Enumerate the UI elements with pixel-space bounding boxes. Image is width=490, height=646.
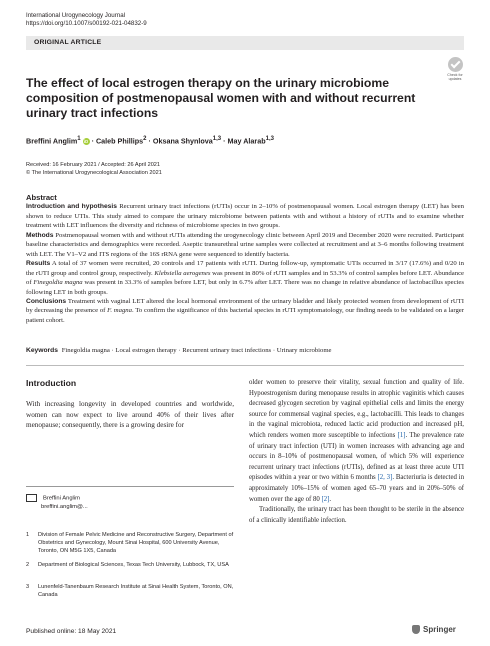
species-name: Finegoldia magna bbox=[33, 279, 83, 287]
intro-text: . Bacteriuria is detected in approximately 10%–15% of women aged 65–70 years and in 20%–50% of women over the age of 80 bbox=[249, 474, 464, 503]
envelope-icon bbox=[26, 494, 37, 502]
author-name[interactable]: Caleb Phillips bbox=[95, 136, 144, 146]
abstract-methods-text: Postmenopausal women with and without rUTIs attending the urogynecology clinic between April 2019 and December 2020 were recruited. Participant baseline characteristics and demographics were recorded. Aseptic transurethral urine samples were collected at recruitment and at 3–6 months following treatment with LET. The V1–V2 and ITS regions of the 16S rRNA gene were sequenced to identify bacteria. bbox=[26, 231, 464, 258]
check-for-updates-badge[interactable] bbox=[444, 57, 466, 83]
abstract-results-text: was present in 80% of rUTI samples and in 53.3% of control samples before LET. Abundance of bbox=[26, 269, 465, 287]
citation-link[interactable]: [2, 3] bbox=[377, 474, 393, 482]
affiliation-number: 3 bbox=[26, 584, 30, 590]
affiliation-item bbox=[26, 584, 234, 600]
abstract-results bbox=[26, 259, 464, 297]
publication-dates bbox=[26, 161, 162, 177]
affiliation-number: 2 bbox=[26, 562, 30, 568]
correspondence-email[interactable]: breffini.anglim@... bbox=[41, 503, 88, 510]
affiliation-text: Division of Female Pelvic Medicine and Reconstructive Surgery, Department of Obstetrics and Gynecology, Mount Sinai Hospital, 600 University Avenue, Toronto, ON M5G 1X5, Canada bbox=[38, 532, 234, 554]
publisher-logo bbox=[412, 625, 456, 634]
abstract-results-text: A total of 37 women were recruited, 20 controls and 17 patients with rUTI. During follow-up, symptomatic UTIs occurred in 3/17 (17.6%) and 0/20 in the rUTI group and control group, respectively. bbox=[26, 260, 464, 277]
author-affiliation-ref: 1,3 bbox=[265, 136, 274, 142]
intro-paragraph: Traditionally, the urinary tract has been thought to be sterile in the absence of a clinically identifiable infection. bbox=[249, 506, 464, 524]
author-name[interactable]: May Alarab bbox=[227, 136, 266, 146]
abstract-intro-text: Recurrent urinary tract infections (rUTIs) occur in 2–10% of postmenopausal women. Local estrogen therapy (LET) has been shown to reduce UTIs. This study aimed to compare the urinary microbiome between patients with and without a history of rUTIs and to examine whether treatment with LET influences the diversity and richness of microbiome species in two groups. bbox=[26, 203, 464, 230]
abstract-methods bbox=[26, 231, 464, 259]
affiliation-item bbox=[26, 562, 234, 570]
article-type-label: ORIGINAL ARTICLE bbox=[34, 39, 102, 46]
abstract-introduction bbox=[26, 202, 464, 230]
correspondence-name: Breffini Anglim bbox=[43, 495, 80, 502]
springer-horse-icon bbox=[412, 625, 420, 634]
intro-text: . bbox=[329, 495, 332, 503]
citation-link[interactable]: [2] bbox=[321, 495, 330, 503]
abstract-conclusions bbox=[26, 297, 464, 325]
abstract-conclusions-text: . To confirm the significance of this bacterial species in rUTI symptomatology, our finding needs to be validated on a larger patient cohort. bbox=[26, 307, 464, 324]
abstract-results-label: Results bbox=[26, 260, 51, 268]
affiliation-number: 1 bbox=[26, 532, 30, 538]
intro-text: . The prevalence rate of urinary tract infection (UTI) in women increases with advancing age and occurs in 8–10% of postmenopausal women, of which 5% will experience recurrent urinary tract infections (rUTIs), defined as at least three acute UTI episodes within a year or two within 6 months bbox=[249, 431, 464, 482]
abstract-heading: Abstract bbox=[26, 193, 57, 202]
species-name: Klebsiella aerogenes bbox=[154, 269, 211, 277]
author-name[interactable]: Oksana Shynlova bbox=[152, 136, 213, 146]
copyright-notice: © The International Urogynecological Association 2021 bbox=[26, 170, 162, 176]
affiliation-item bbox=[26, 532, 234, 555]
introduction-left-column: With increasing longevity in developed countries and worldwide, women can now expect to live around 40% of their lives after menopause; consequently, there is a growing desire for bbox=[26, 400, 234, 429]
publisher-name: Springer bbox=[423, 625, 456, 634]
abstract-section bbox=[26, 193, 464, 325]
species-name: F. magna bbox=[107, 307, 132, 315]
keywords-label: Keywords bbox=[26, 347, 58, 354]
article-type-bar bbox=[26, 36, 464, 50]
footnote-divider bbox=[26, 486, 234, 487]
introduction-right-column bbox=[249, 378, 464, 526]
journal-header bbox=[26, 12, 147, 28]
doi-link[interactable]: https://doi.org/10.1007/s00192-021-04832-9 bbox=[26, 20, 147, 27]
author-affiliation-ref: 1,3 bbox=[212, 136, 222, 142]
journal-name: International Urogynecology Journal bbox=[26, 12, 126, 19]
abstract-conclusions-label: Conclusions bbox=[26, 297, 67, 305]
keywords-list: Finegoldia magna · Local estrogen therapy · Recurrent urinary tract infections · Urinary microbiome bbox=[61, 347, 332, 354]
published-online-date: Published online: 18 May 2021 bbox=[26, 628, 117, 635]
affiliation-text: Lunenfeld-Tanenbaum Research Institute at Sinai Health System, Toronto, ON, Canada bbox=[38, 584, 234, 598]
article-title: The effect of local estrogen therapy on the urinary microbiome composition of postmenopausal women with and without recurrent urinary tract infections bbox=[26, 76, 416, 120]
keywords bbox=[26, 347, 464, 354]
abstract-conclusions-text: Treatment with vaginal LET altered the local hormonal environment of the urinary bladder and likely protected women from development of rUTI by decreasing the presence of bbox=[26, 297, 464, 315]
section-divider bbox=[26, 365, 464, 366]
received-accepted-dates: Received: 16 February 2021 / Accepted: 26 April 2021 bbox=[26, 162, 161, 168]
author-list: Breffini Anglim$^1$ iD · Caleb Phillips$^2$ · Oksana Shynlova$^{1,3}$ · May Alarab$^{1,3}$ bbox=[26, 136, 274, 146]
introduction-heading: Introduction bbox=[26, 378, 77, 388]
author-affiliation-ref: 1 bbox=[77, 136, 81, 142]
citation-link[interactable]: [1] bbox=[397, 431, 406, 439]
correspondence bbox=[26, 494, 234, 511]
intro-text: older women to preserve their vitality, sexual function and quality of life. Hypoestrogenism during menopause results in atrophic vaginitis which causes decreased glycogen secretion by vaginal epithelial cells and limits the energy source for commensal vaginal species, e.g., lactobacilli. This leads to changes in the vaginal microbiota, reduced lactic acid production and increased pH, which renders women more susceptible to infections bbox=[249, 379, 464, 439]
affiliation-text: Department of Biological Sciences, Texas Tech University, Lubbock, TX, USA bbox=[38, 562, 229, 568]
abstract-methods-label: Methods bbox=[26, 231, 54, 239]
author-name[interactable]: Breffini Anglim bbox=[26, 136, 78, 146]
check-updates-label: Check for updates bbox=[447, 73, 463, 81]
author-affiliation-ref: 2 bbox=[143, 136, 147, 142]
check-updates-icon bbox=[448, 57, 463, 72]
abstract-intro-label: Introduction and hypothesis bbox=[26, 203, 117, 211]
orcid-icon[interactable]: iD bbox=[84, 138, 89, 144]
abstract-results-text: was present in 33.3% of samples before LET, but only in 6.7% after LET. There was no change in relative abundance of lactobacillus species following LET in both groups. bbox=[26, 279, 464, 296]
